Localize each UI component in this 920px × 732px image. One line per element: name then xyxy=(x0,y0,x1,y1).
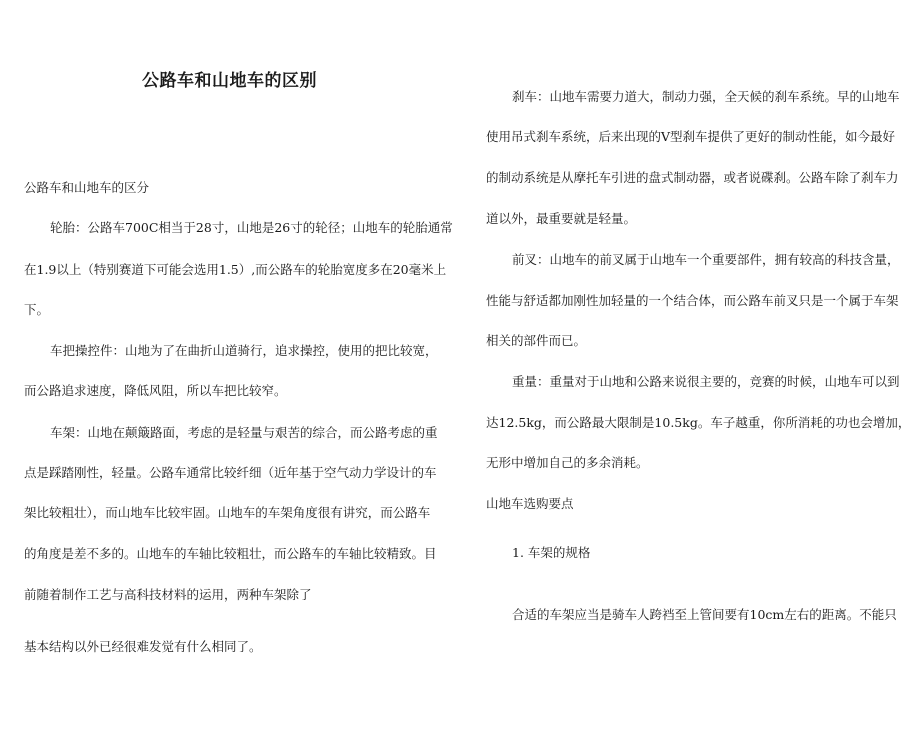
paragraph-line: 使用吊式刹车系统，后来出现的V型刹车提供了更好的制动性能，如今最好 xyxy=(486,129,896,144)
paragraph-line: 刹车：山地车需要力道大，制动力强，全天候的刹车系统。早的山地车 xyxy=(512,89,900,104)
paragraph-line: 合适的车架应当是骑车人跨裆至上管间要有10cm左右的距离。不能只 xyxy=(512,607,897,622)
paragraph-line: 前随着制作工艺与高科技材料的运用，两种车架除了 xyxy=(24,587,312,602)
paragraph-line: 的角度是差不多的。山地车的车轴比较粗壮，而公路车的车轴比较精致。目 xyxy=(24,546,437,561)
paragraph-line: 相关的部件而已。 xyxy=(486,333,587,348)
paragraph-line: 车把操控件：山地为了在曲折山道骑行，追求操控，使用的把比较宽， xyxy=(50,343,438,358)
section-heading: 公路车和山地车的区分 xyxy=(24,180,150,195)
paragraph-line: 达12.5kg，而公路最大限制是10.5kg。车子越重，你所消耗的功也会增加， xyxy=(486,415,911,430)
paragraph-line: 前叉：山地车的前叉属于山地车一个重要部件，拥有较高的科技含量， xyxy=(512,252,900,267)
paragraph-line: 轮胎：公路车700C相当于28寸，山地是26寸的轮径；山地车的轮胎通常 xyxy=(50,220,453,235)
paragraph-line: 性能与舒适都加刚性加轻量的一个结合体，而公路车前叉只是一个属于车架 xyxy=(486,293,899,308)
paragraph-line: 的制动系统是从摩托车引进的盘式制动器，或者说碟刹。公路车除了刹车力 xyxy=(486,170,899,185)
paragraph-line: 点是踩踏刚性，轻量。公路车通常比较纤细（近年基于空气动力学设计的车 xyxy=(24,465,437,480)
numbered-heading: 1. 车架的规格 xyxy=(512,545,591,560)
paragraph-line: 道以外，最重要就是轻量。 xyxy=(486,211,637,226)
paragraph-line: 无形中增加自己的多余消耗。 xyxy=(486,455,649,470)
paragraph-line: 重量：重量对于山地和公路来说很主要的，竞赛的时候，山地车可以到 xyxy=(512,374,900,389)
page-title: 公路车和山地车的区别 xyxy=(142,71,317,91)
paragraph-line: 在1.9以上（特别赛道下可能会选用1.5）,而公路车的轮胎宽度多在20毫米上 xyxy=(24,262,447,277)
paragraph-line: 下。 xyxy=(24,302,50,317)
paragraph-line: 基本结构以外已经很难发觉有什么相同了。 xyxy=(24,639,262,654)
section-heading: 山地车选购要点 xyxy=(486,496,574,511)
paragraph-line: 而公路追求速度，降低风阻，所以车把比较窄。 xyxy=(24,383,287,398)
paragraph-line: 车架：山地在颠簸路面，考虑的是轻量与艰苦的综合，而公路考虑的重 xyxy=(50,425,438,440)
paragraph-line: 架比较粗壮），而山地车比较牢固。山地车的车架角度很有讲究，而公路车 xyxy=(24,505,431,520)
